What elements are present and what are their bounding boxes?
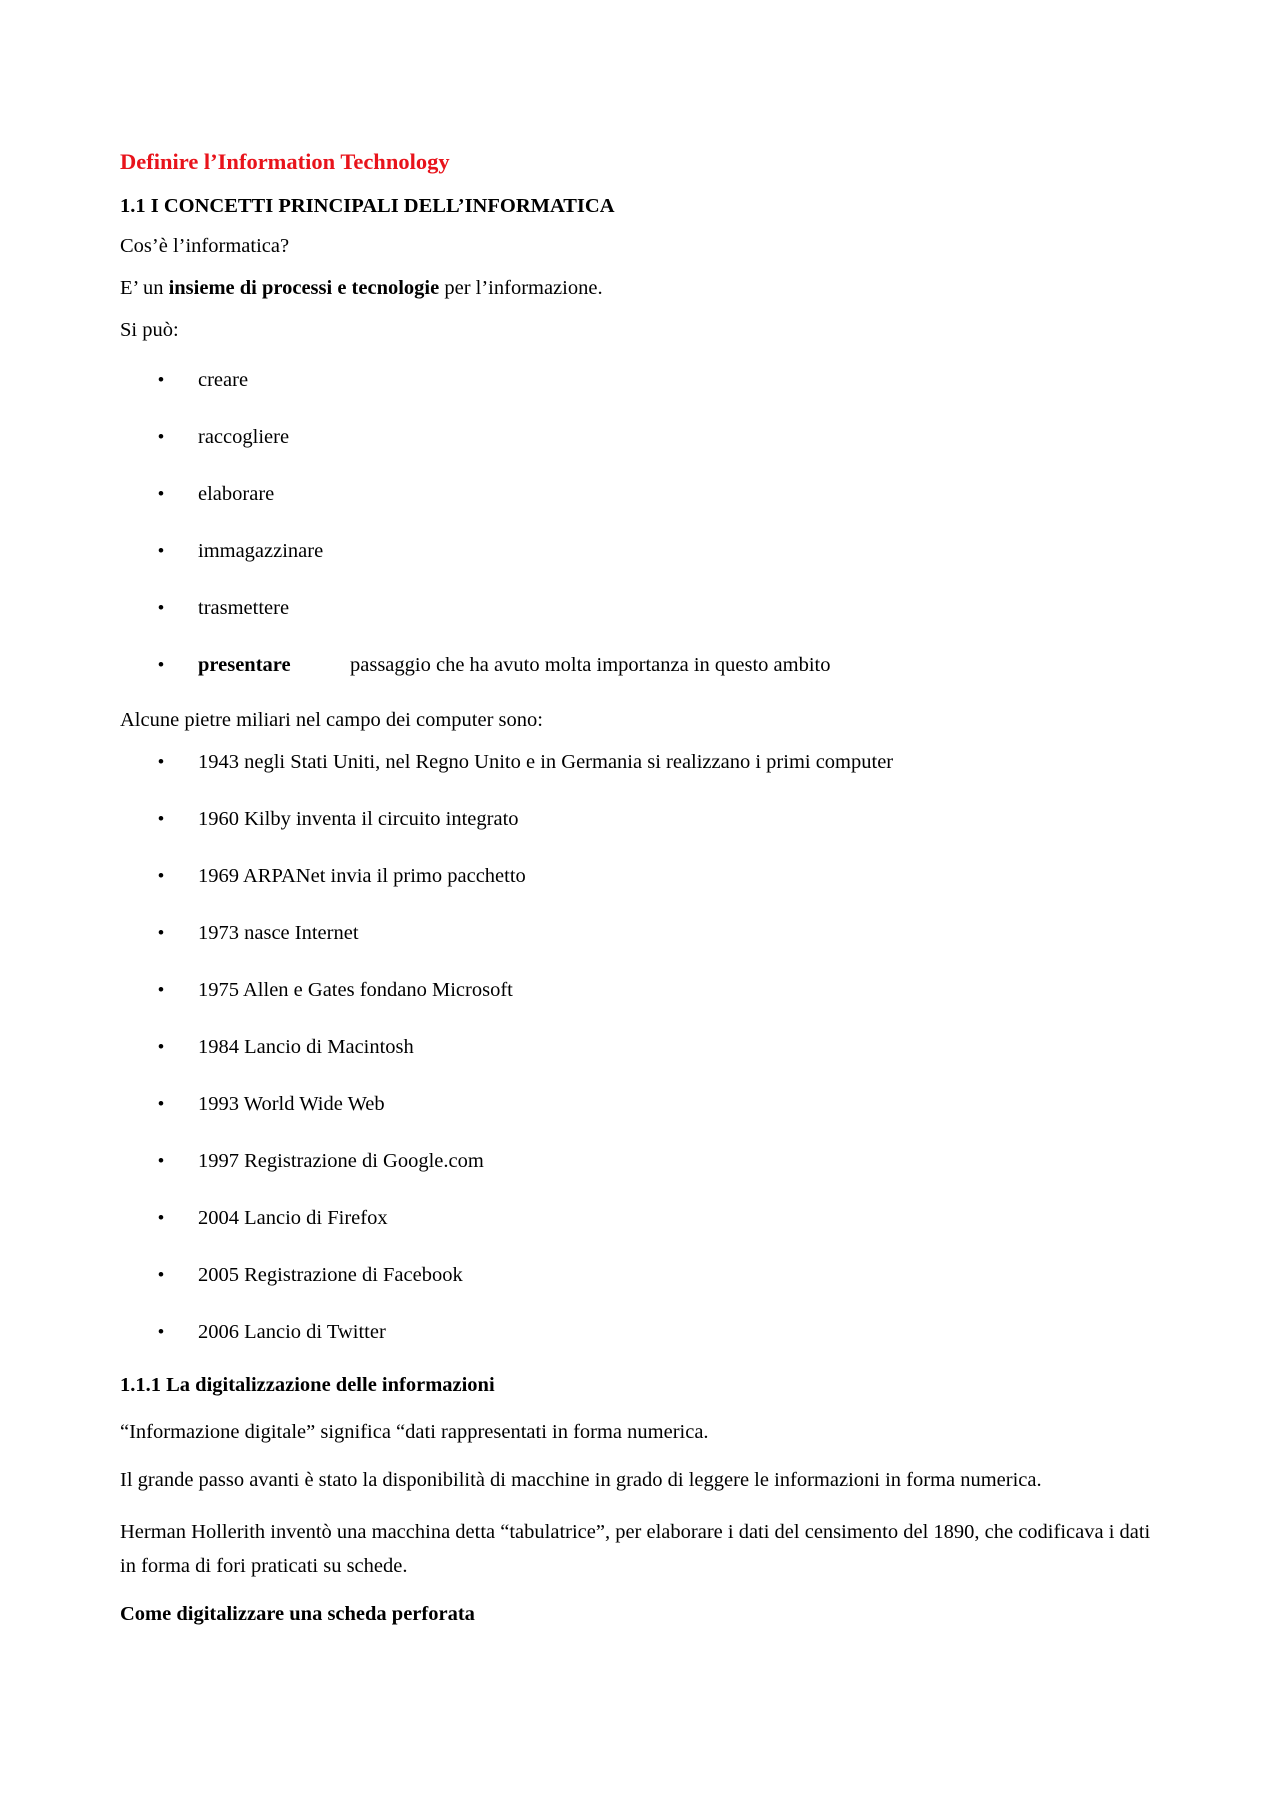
bullet-icon: • <box>158 1264 164 1284</box>
definition-text <box>120 274 1160 303</box>
digital-definition-text: “Informazione digitale” significa “dati rappresentati in forma numerica. <box>120 1420 709 1443</box>
list-item <box>120 1090 1160 1147</box>
list-item <box>120 1318 1160 1372</box>
definition-bold: insieme di processi e tecnologie <box>168 276 440 299</box>
bullet-icon: • <box>158 1093 164 1113</box>
list-item <box>120 537 1160 594</box>
punch-card-heading: Come digitalizzare una scheda perforata <box>120 1603 475 1625</box>
bullet-icon: • <box>158 922 164 942</box>
bullet-icon: • <box>158 808 164 828</box>
milestones-list <box>120 748 1160 1372</box>
list-item <box>120 748 1160 805</box>
list-item-text: elaborare <box>198 483 275 506</box>
list-item <box>120 919 1160 976</box>
list-item-text: 1943 negli Stati Uniti, nel Regno Unito e in Germania si realizzano i primi computer <box>198 750 894 773</box>
list-item <box>120 1261 1160 1318</box>
definition-prefix: E’ un <box>120 276 169 299</box>
actions-list <box>120 366 1160 706</box>
section-heading-1-1: 1.1 I CONCETTI PRINCIPALI DELL’INFORMATICA <box>120 194 615 217</box>
list-item-text: 1960 Kilby inventa il circuito integrato <box>198 807 519 830</box>
list-item <box>120 423 1160 480</box>
list-item <box>120 976 1160 1033</box>
list-item-text: raccogliere <box>198 426 290 449</box>
list-item-text: 1997 Registrazione di Google.com <box>198 1149 484 1172</box>
list-item-text: 2006 Lancio di Twitter <box>198 1320 386 1343</box>
bullet-icon: • <box>158 484 164 504</box>
bullet-icon: • <box>158 979 164 999</box>
section-heading-1-1-1: 1.1.1 La digitalizzazione delle informazioni <box>120 1373 495 1396</box>
bullet-icon: • <box>158 541 164 561</box>
bullet-icon: • <box>158 655 164 675</box>
list-item <box>120 1147 1160 1204</box>
list-item-text: immagazzinare <box>198 540 324 563</box>
list-item-text: 1984 Lancio di Macintosh <box>198 1035 414 1058</box>
list-item-bold: presentare <box>198 654 291 677</box>
list-item-text: 2005 Registrazione di Facebook <box>198 1263 463 1286</box>
list-item-text: 1973 nasce Internet <box>198 921 359 944</box>
bullet-icon: • <box>158 1150 164 1170</box>
bullet-icon: • <box>158 1036 164 1056</box>
list-item-note: passaggio che ha avuto molta importanza in questo ambito <box>350 654 831 677</box>
list-item <box>120 366 1160 423</box>
bullet-icon: • <box>158 427 164 447</box>
list-item <box>120 480 1160 537</box>
list-item-text: 1975 Allen e Gates fondano Microsoft <box>198 978 513 1001</box>
milestones-intro: Alcune pietre miliari nel campo dei computer sono: <box>120 709 543 732</box>
list-item-text: trasmettere <box>198 597 290 620</box>
list-item-text: 1993 World Wide Web <box>198 1092 385 1115</box>
big-step-text: Il grande passo avanti è stato la disponibilità di macchine in grado di leggere le informazioni in forma numerica. <box>120 1469 1042 1492</box>
list-item-text: creare <box>198 369 249 392</box>
bullet-icon: • <box>158 1321 164 1341</box>
list-item <box>120 651 1160 706</box>
list-item <box>120 862 1160 919</box>
si-puo-text: Si può: <box>120 318 179 341</box>
list-item <box>120 1033 1160 1090</box>
list-item <box>120 805 1160 862</box>
bullet-icon: • <box>158 598 164 618</box>
question-text: Cos’è l’informatica? <box>120 235 290 258</box>
list-item <box>120 1204 1160 1261</box>
bullet-icon: • <box>158 751 164 771</box>
definition-suffix: per l’informazione. <box>439 276 603 299</box>
bullet-icon: • <box>158 370 164 390</box>
bullet-icon: • <box>158 1207 164 1227</box>
hollerith-text: Herman Hollerith inventò una macchina detta “tabulatrice”, per elaborare i dati del censimento del 1890, che codificava i dati in forma di fori praticati su schede. <box>120 1521 1151 1577</box>
bullet-icon: • <box>158 865 164 885</box>
list-item-text: 2004 Lancio di Firefox <box>198 1206 388 1229</box>
list-item <box>120 594 1160 651</box>
document-page <box>120 146 1160 1647</box>
document-title: Definire l’Information Technology <box>120 149 450 174</box>
list-item-text: 1969 ARPANet invia il primo pacchetto <box>198 864 526 887</box>
